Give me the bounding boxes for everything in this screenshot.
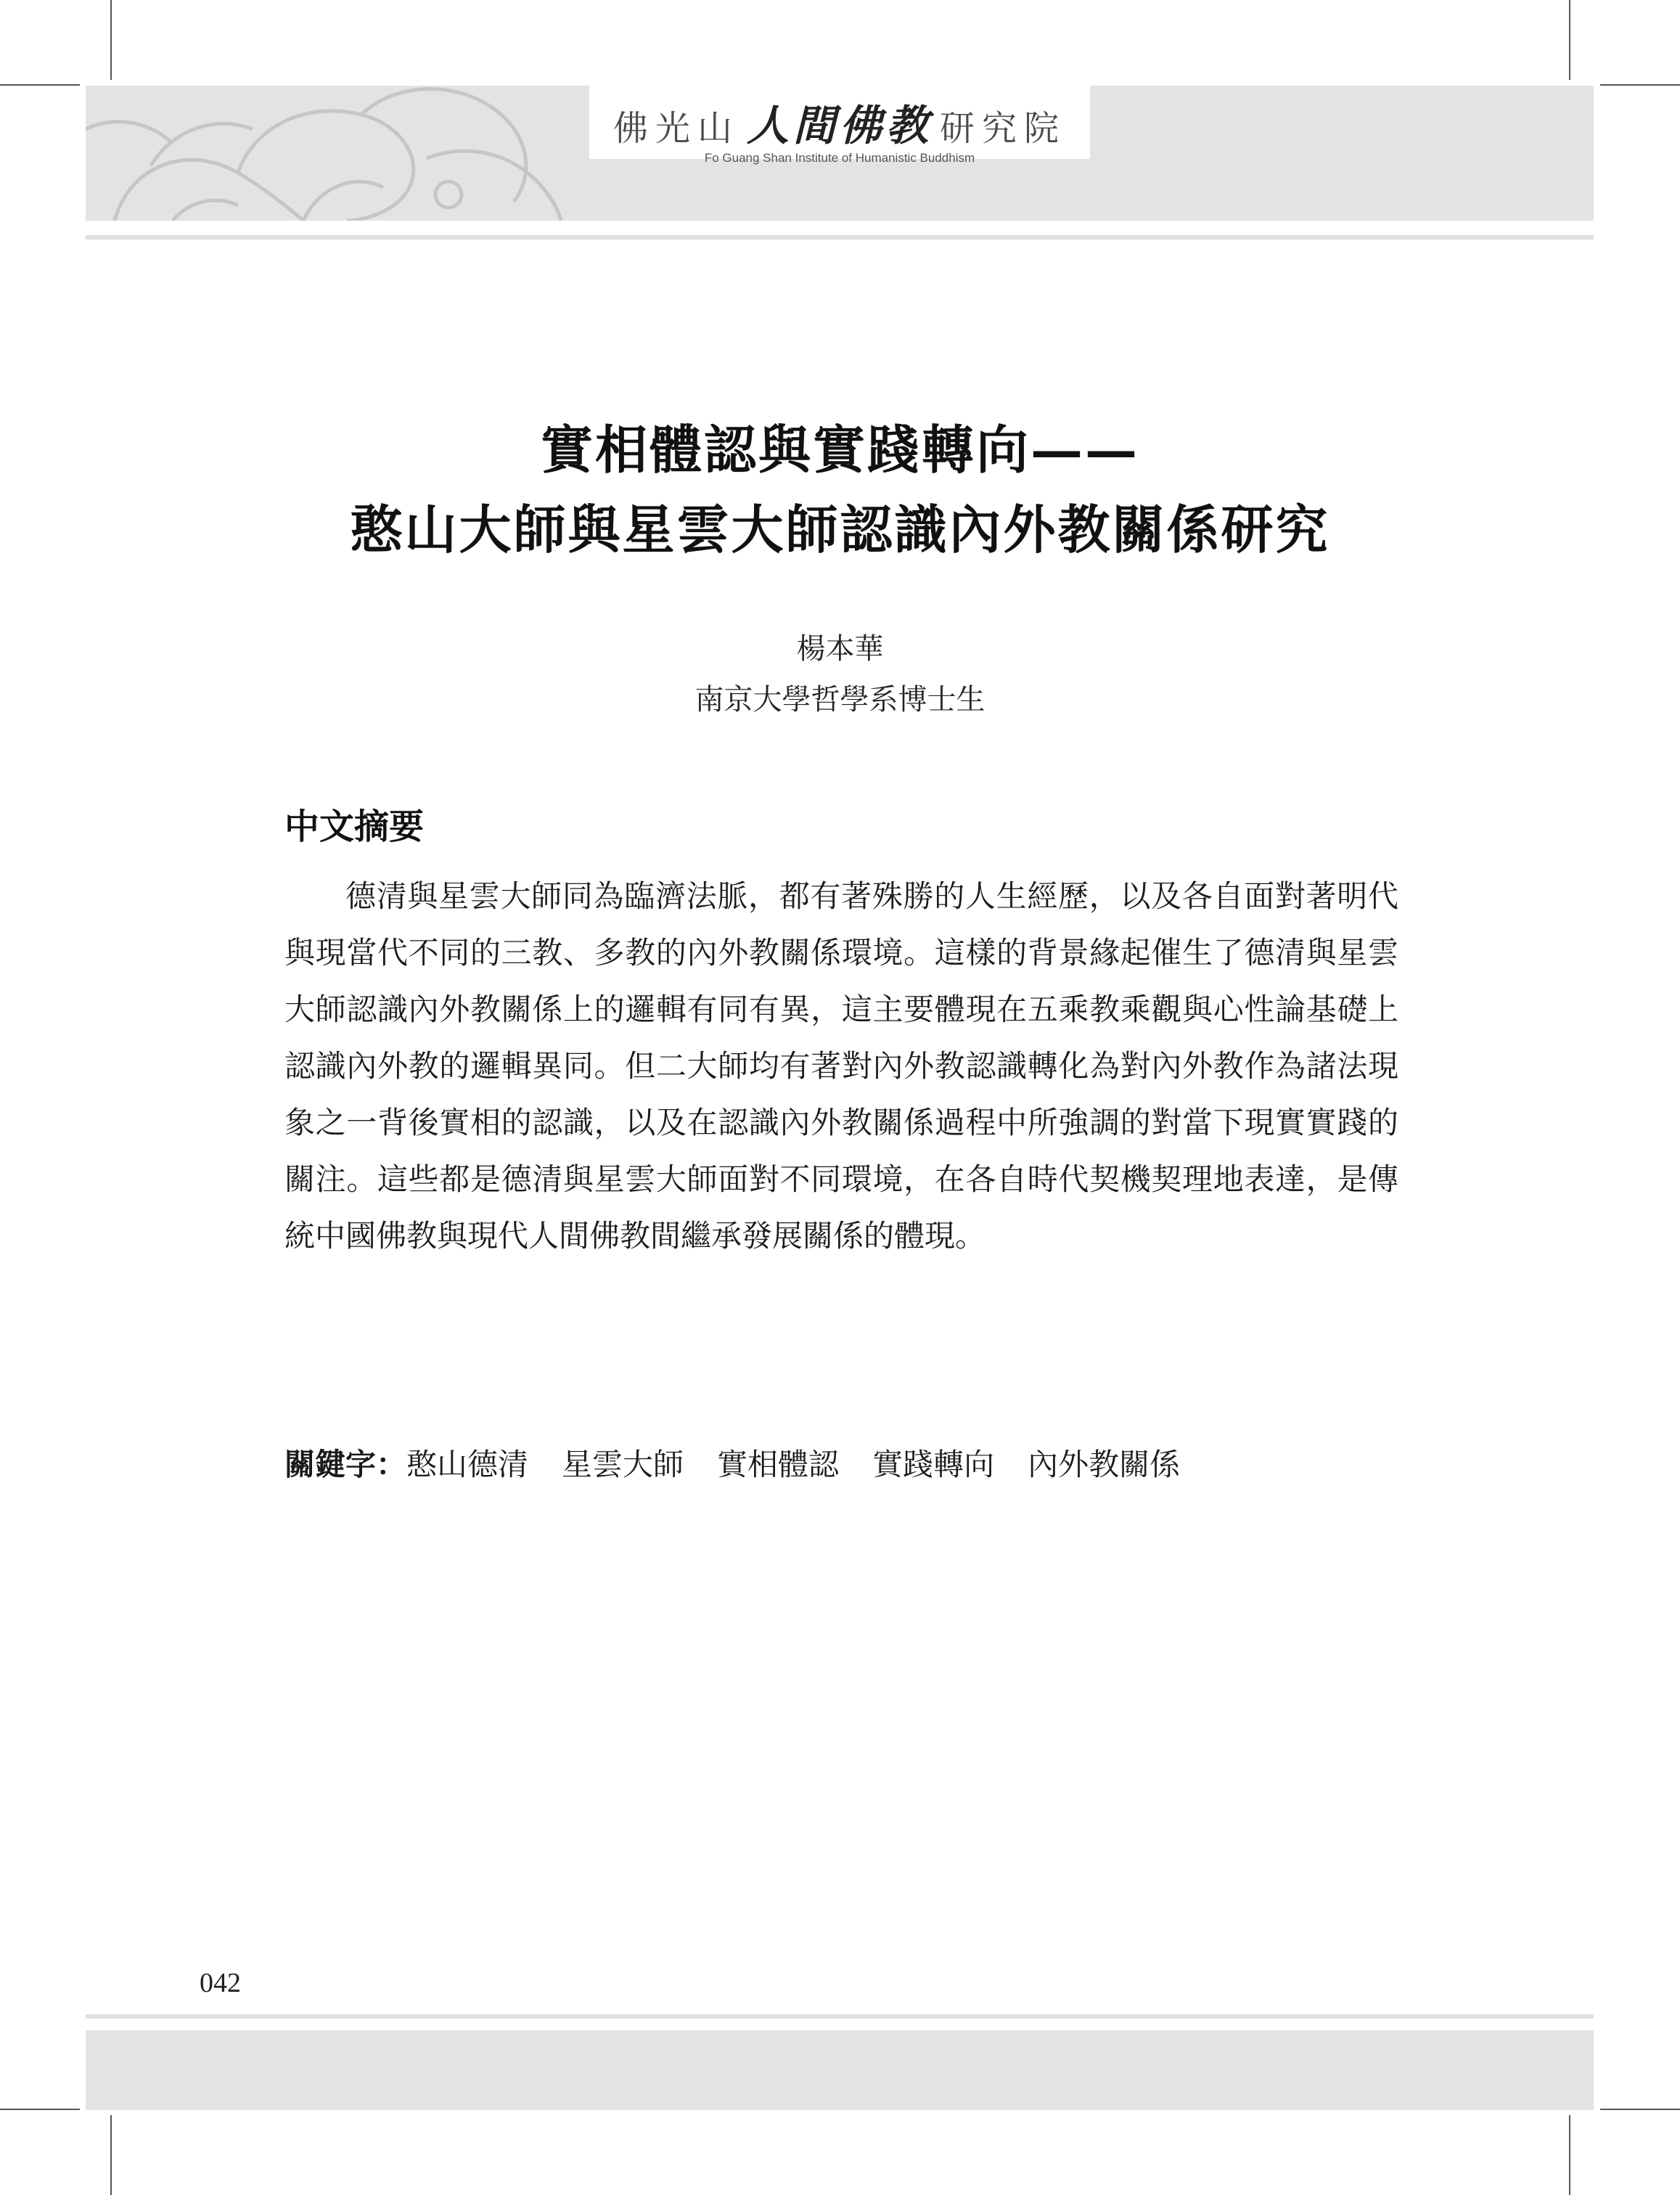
footer-band: [86, 2030, 1594, 2110]
logo-brand: 人間佛教: [746, 101, 933, 150]
crop-mark: [1569, 2115, 1570, 2195]
crop-mark: [110, 0, 112, 80]
crop-mark: [1600, 84, 1680, 86]
abstract-heading: 中文摘要: [284, 806, 425, 847]
author-name: 楊本華: [796, 632, 884, 666]
keywords-label: 關鍵字：: [284, 1447, 407, 1482]
keyword: 實踐轉向: [872, 1447, 995, 1482]
crop-mark: [110, 2115, 112, 2195]
header-rule: [86, 235, 1594, 240]
paper-title-line-2: 憨山大師與星雲大師認識內外教關係研究: [350, 499, 1330, 560]
logo-suffix: 研究院: [940, 108, 1067, 149]
lotus-ornament-icon: [86, 86, 608, 221]
keyword: 內外教關係: [1028, 1447, 1181, 1482]
abstract-body: 德清與星雲大師同為臨濟法脈，都有著殊勝的人生經歷，以及各自面對著明代與現當代不同的三教、多教的內外教關係環境。這樣的背景緣起催生了德清與星雲大師認識內外教關係上的邏輯有同有異，這主要體現在五乘教乘觀與心性論基礎上認識內外教的邏輯異同。但二大師均有著對內外教認識轉化為對內外教作為諸法現象之一背後實相的認識，以及在認識內外教關係過程中所強調的對當下現實實踐的關注。這些都是德清與星雲大師面對不同環境，在各自時代契機契理地表達，是傳統中國佛教與現代人間佛教間繼承發展關係的體現。: [284, 878, 1398, 1254]
institute-english-name: Fo Guang Shan Institute of Humanistic Buddhism: [704, 151, 975, 165]
author-affiliation: 南京大學哲學系博士生: [694, 683, 986, 716]
logo-chinese: [589, 91, 1090, 152]
crop-mark: [1569, 0, 1570, 80]
crop-mark: [1600, 2109, 1680, 2110]
institute-logo: [589, 86, 1090, 165]
paper-title-line-1: 實相體認與實踐轉向——: [540, 419, 1139, 481]
keyword: 星雲大師: [562, 1447, 684, 1482]
keywords-line: [284, 1441, 1213, 1484]
crop-mark: [0, 84, 80, 86]
crop-mark: [0, 2109, 80, 2110]
keyword: 實相體認: [717, 1447, 840, 1482]
keyword: 憨山德清: [406, 1447, 529, 1482]
logo-prefix: 佛光山: [612, 108, 739, 149]
page-number: 042: [200, 1968, 241, 1998]
footer-rule: [86, 2014, 1594, 2019]
